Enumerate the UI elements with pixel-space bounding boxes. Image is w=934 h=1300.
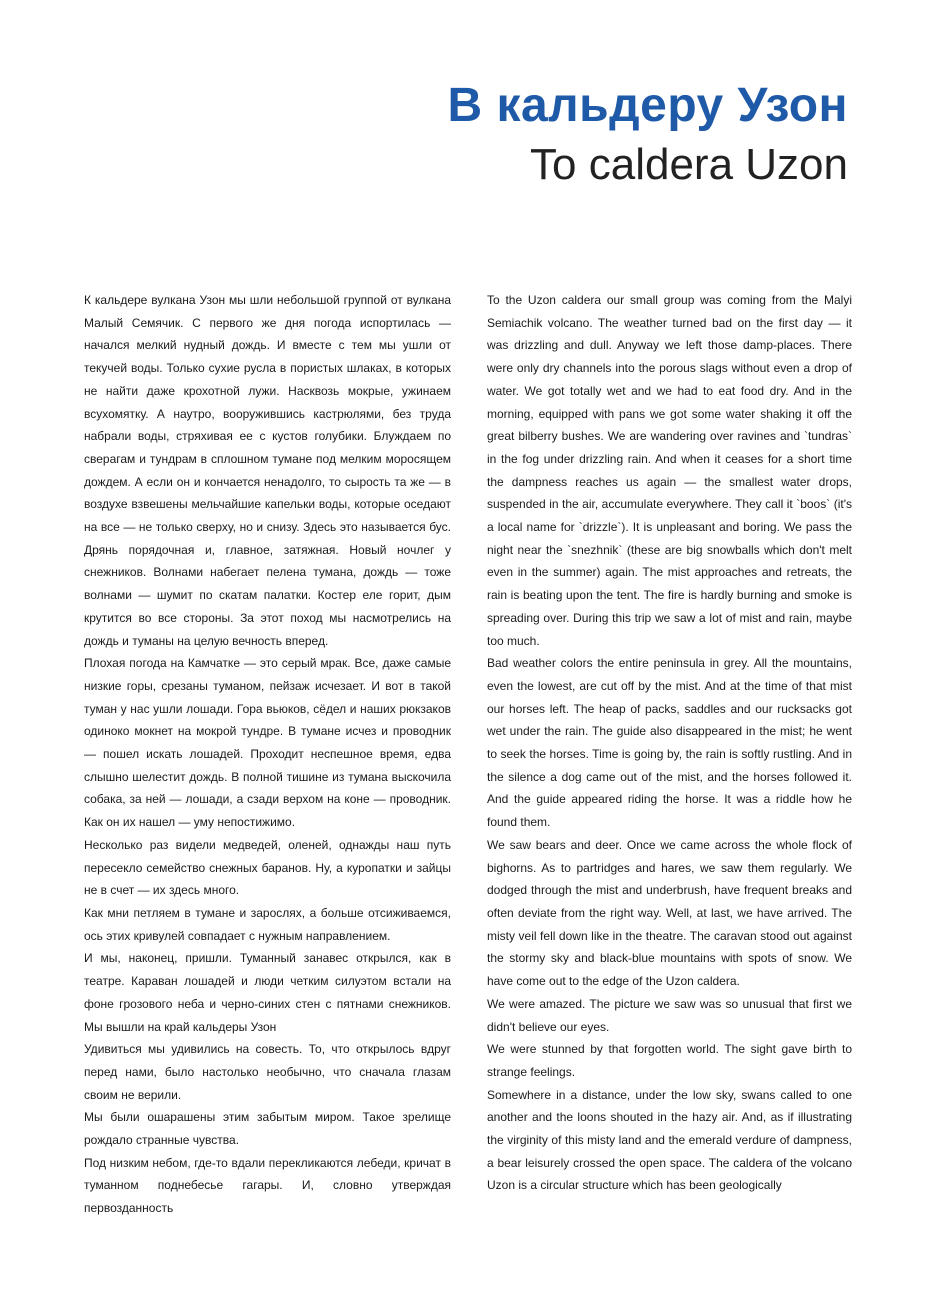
- en-paragraph: We were stunned by that forgotten world. The sight gave birth to strange feelings.: [487, 1042, 852, 1079]
- ru-paragraph: Как мни петляем в тумане и зарослях, а больше отсиживаемся, ось этих кривулей совпадает с нужным направлением.: [84, 905, 451, 943]
- en-paragraph: We were amazed. The picture we saw was so unusual that first we didn't believe our eyes.: [487, 996, 852, 1034]
- ru-paragraph: Плохая погода на Камчатке — это серый мрак. Все, даже самые низкие горы, срезаны туманом, пейзаж исчезает. И вот в такой туман у нас ушли лошади. Гора вьюков, сёдел и наших рюкзаков одиноко мокнет на мокрой тундре. В тумане исчез и проводник — пошел искать лошадей. Проходит неспешное время, едва слышно шелестит дождь. В полной тишине из тумана выскочила собака, за ней — лошади, а сзади верхом на коне — проводник. Как он их нашел — уму непостижимо.: [84, 656, 451, 830]
- ru-paragraph: Несколько раз видели медведей, оленей, однажды наш путь пересекло семейство снежных баранов. Ну, а куропатки и зайцы не в счет — их здесь много.: [84, 837, 451, 898]
- english-text-column: [487, 289, 852, 1197]
- en-paragraph: To the Uzon caldera our small group was coming from the Malyi Semiachik volcano. The weather turned bad on the first day — it was drizzling and dull. Anyway we left those damp-places. There were only dry channels into the porous slags without even a drop of water. We got totally wet and we had to eat food dry. And in the morning, equipped with pans we got some water shaking it off the great bilberry bushes. We are wandering over ravines and `tundras` in the fog under drizzling rain. And when it ceases for a short time the dampness reaches us again — the smallest water drops, suspended in the air, accumulate everywhere. They call it `boos` (it's a local name for `drizzle`). It is unpleasant and boring. We pass the night near the `snezhnik` (these are big snowballs which don't melt even in the summer) again. The mist approaches and retreats, the rain is beating upon the tent. The fire is hardly burning and smoke is spreading over. During this trip we saw a lot of mist and rain, maybe too much.: [487, 293, 852, 648]
- en-paragraph: We saw bears and deer. Once we came across the whole flock of bighorns. As to partridges and hares, we saw them regularly. We dodged through the mist and underbrush, have frequent breaks and often deviate from the right way. Well, at last, we have arrived. The misty veil fell down like in the theatre. The caravan stood out against the stormy sky and black-blue mountains with spots of snow. We have come out to the edge of the Uzon caldera.: [487, 837, 852, 989]
- ru-paragraph: И мы, наконец, пришли. Туманный занавес открылся, как в театре. Караван лошадей и люди четким силуэтом встали на фоне грозового неба и черно-синих стен с пятнами снежников. Мы вышли на край кальдеры Узон: [84, 951, 451, 1034]
- page-title-en: To caldera Uzon: [530, 140, 848, 189]
- ru-paragraph: К кальдере вулкана Узон мы шли небольшой группой от вулкана Малый Семячик. С первого же дня погода испортилась — начался мелкий нудный дождь. И вместе с тем мы ушли от текучей воды. Только сухие русла в пористых шлаках, в которых не найти даже крохотной лужи. Насквозь мокрые, ужинаем всухомятку. А наутро, вооружившись кастрюлями, без труда набрали воды, стряхивая ее с кустов голубики. Блуждаем по сверагам и тундрам в сплошном тумане под мелким моросящем дождем. А если он и кончается ненадолго, то сырость та же — в воздухе взвешены мельчайшие капельки воды, которые оседают на все — не только сверху, но и снизу. Здесь это называется бус. Дрянь порядочная и, главное, затяжная. Новый ночлег у снежников. Волнами набегает пелена тумана, дождь — тоже волнами — шумит по скатам палатки. Костер еле горит, дым крутится во все стороны. За этот поход мы насмотрелись на дождь и туманы на целую вечность вперед.: [84, 293, 451, 648]
- ru-paragraph: Мы были ошарашены этим забытым миром. Такое зрелище рождало странные чувства.: [84, 1110, 451, 1148]
- page-title-ru: В кальдеру Узон: [447, 79, 848, 132]
- en-paragraph: Somewhere in a distance, under the low sky, swans called to one another and the loons shouted in the hazy air. And, as if illustrating the virginity of this misty land and the emerald verdure of dampness, a bear leisurely crossed the open space. The caldera of the volcano Uzon is a circular structure which has been geologically: [487, 1087, 852, 1193]
- russian-text-column: [84, 289, 451, 1220]
- en-paragraph: Bad weather colors the entire peninsula in grey. All the mountains, even the lowest, are cut off by the mist. And at the time of that mist our horses left. The heap of packs, saddles and our rucksacks got wet under the rain. The guide also disappeared in the mist; he went to seek the horses. Time is going by, the rain is softly rustling. And in the silence a dog came out of the mist, and the horses followed it. And the guide appeared riding the horse. It was a riddle how he found them.: [487, 656, 852, 830]
- ru-paragraph: Под низким небом, где-то вдали перекликаются лебеди, кричат в туманном поднебесье гагары. И, словно утверждая первозданность: [84, 1155, 451, 1216]
- ru-paragraph: Удивиться мы удивились на совесть. То, что открылось вдруг перед нами, было настолько необычно, что сначала глазам своим не верили.: [84, 1042, 451, 1102]
